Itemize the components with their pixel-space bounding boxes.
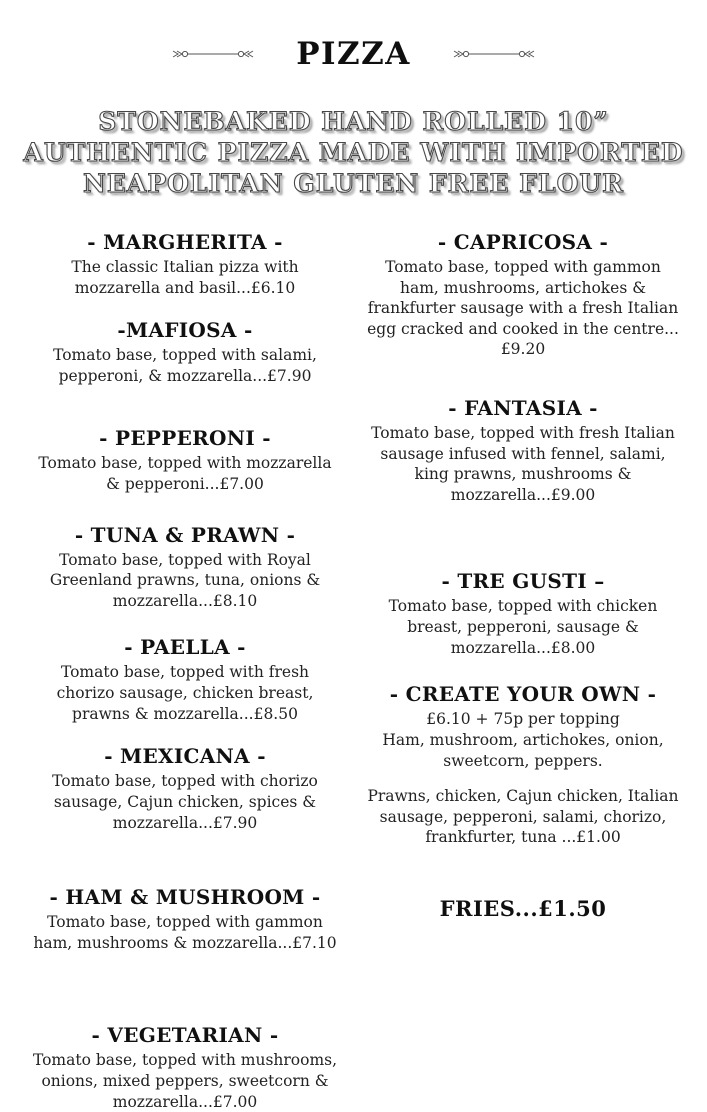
menu-item-name: - MARGHERITA - — [87, 230, 283, 254]
menu-item-vegetarian — [32, 1023, 338, 1112]
menu-item-description: Tomato base, topped with gammon ham, mushrooms & mozzarella...£7.10 — [33, 913, 337, 952]
menu-item-create-your-own — [366, 682, 680, 848]
menu-subtitle — [0, 106, 707, 199]
menu-item-name: - FANTASIA - — [448, 396, 598, 421]
menu-item-margherita — [32, 230, 338, 298]
menu-item-description: Tomato base, topped with gammon ham, mushrooms, artichokes & frankfurter sausage with a fresh Italian egg cracked and cooked in the centre...£9.20 — [367, 258, 679, 359]
menu-item-description: Tomato base, topped with chorizo sausage, Cajun chicken, spices & mozzarella...£7.90 — [52, 772, 318, 832]
menu-item-description: Tomato base, topped with fresh Italian sausage infused with fennel, salami, king prawns, mushrooms & mozzarella...£9.00 — [371, 424, 675, 504]
menu-item-fantasia — [366, 396, 680, 505]
menu-item-tre-gusti — [366, 569, 680, 658]
menu-item-name: - VEGETARIAN - — [91, 1023, 279, 1048]
menu-item-mexicana — [32, 744, 338, 833]
menu-item-capricosa — [366, 230, 680, 360]
menu-item-description: Tomato base, topped with mozzarella & pepperoni...£7.00 — [38, 454, 332, 494]
fries-price-line: FRIES...£1.50 — [439, 895, 607, 921]
menu-item-description: Tomato base, topped with salami, pepperoni, & mozzarella...£7.90 — [53, 346, 317, 385]
subtitle-line-2: AUTHENTIC PIZZA MADE WITH IMPORTED — [23, 138, 684, 167]
menu-item-tuna-prawn — [32, 523, 338, 612]
create-your-own-price: £6.10 + 75p per topping — [426, 710, 620, 729]
menu-item-name: - CREATE YOUR OWN - — [389, 682, 657, 707]
menu-item-name: - CAPRICOSA - — [437, 230, 609, 254]
subtitle-line-3: NEAPOLITAN GLUTEN FREE FLOUR — [83, 169, 624, 198]
menu-column-right — [366, 230, 680, 921]
menu-item-description: Tomato base, topped with fresh chorizo sausage, chicken breast, prawns & mozzarella...£8.50 — [56, 663, 314, 723]
menu-item-paella — [32, 635, 338, 724]
menu-item-ham-mushroom — [32, 885, 338, 953]
subtitle-line-1: STONEBAKED HAND ROLLED 10” — [98, 107, 609, 136]
flourish-left-icon — [172, 47, 254, 61]
menu-item-mafiosa — [32, 318, 338, 386]
menu-item-name: - PEPPERONI - — [99, 426, 271, 451]
menu-item-name: - PAELLA - — [124, 635, 246, 660]
menu-item-name: -MAFIOSA - — [117, 318, 253, 343]
flourish-right-icon — [453, 47, 535, 61]
menu-item-name: - TUNA & PRAWN - — [74, 522, 296, 547]
menu-item-description: Tomato base, topped with mushrooms, onions, mixed peppers, sweetcorn & mozzarella...£7.00 — [32, 1051, 338, 1111]
page-title: PIZZA — [296, 36, 411, 72]
create-your-own-toppings-paid: Prawns, chicken, Cajun chicken, Italian sausage, pepperoni, salami, chorizo, frankfurter, tuna ...£1.00 — [367, 787, 679, 847]
menu-item-description: Tomato base, topped with Royal Greenland prawns, tuna, onions & mozzarella...£8.10 — [49, 550, 321, 610]
menu-item-name: - HAM & MUSHROOM - — [49, 885, 321, 910]
menu-item-name: - TRE GUSTI – — [441, 569, 605, 594]
menu-item-pepperoni — [32, 426, 338, 494]
menu-header — [0, 36, 707, 72]
create-your-own-toppings-free: Ham, mushroom, artichokes, onion, sweetcorn, peppers. — [382, 730, 664, 770]
menu-item-description: Tomato base, topped with chicken breast, pepperoni, sausage & mozzarella...£8.00 — [388, 597, 658, 657]
menu-column-left — [32, 230, 338, 1112]
menu-item-description: The classic Italian pizza with mozzarella and basil...£6.10 — [71, 258, 299, 297]
menu-item-name: - MEXICANA - — [104, 744, 266, 769]
